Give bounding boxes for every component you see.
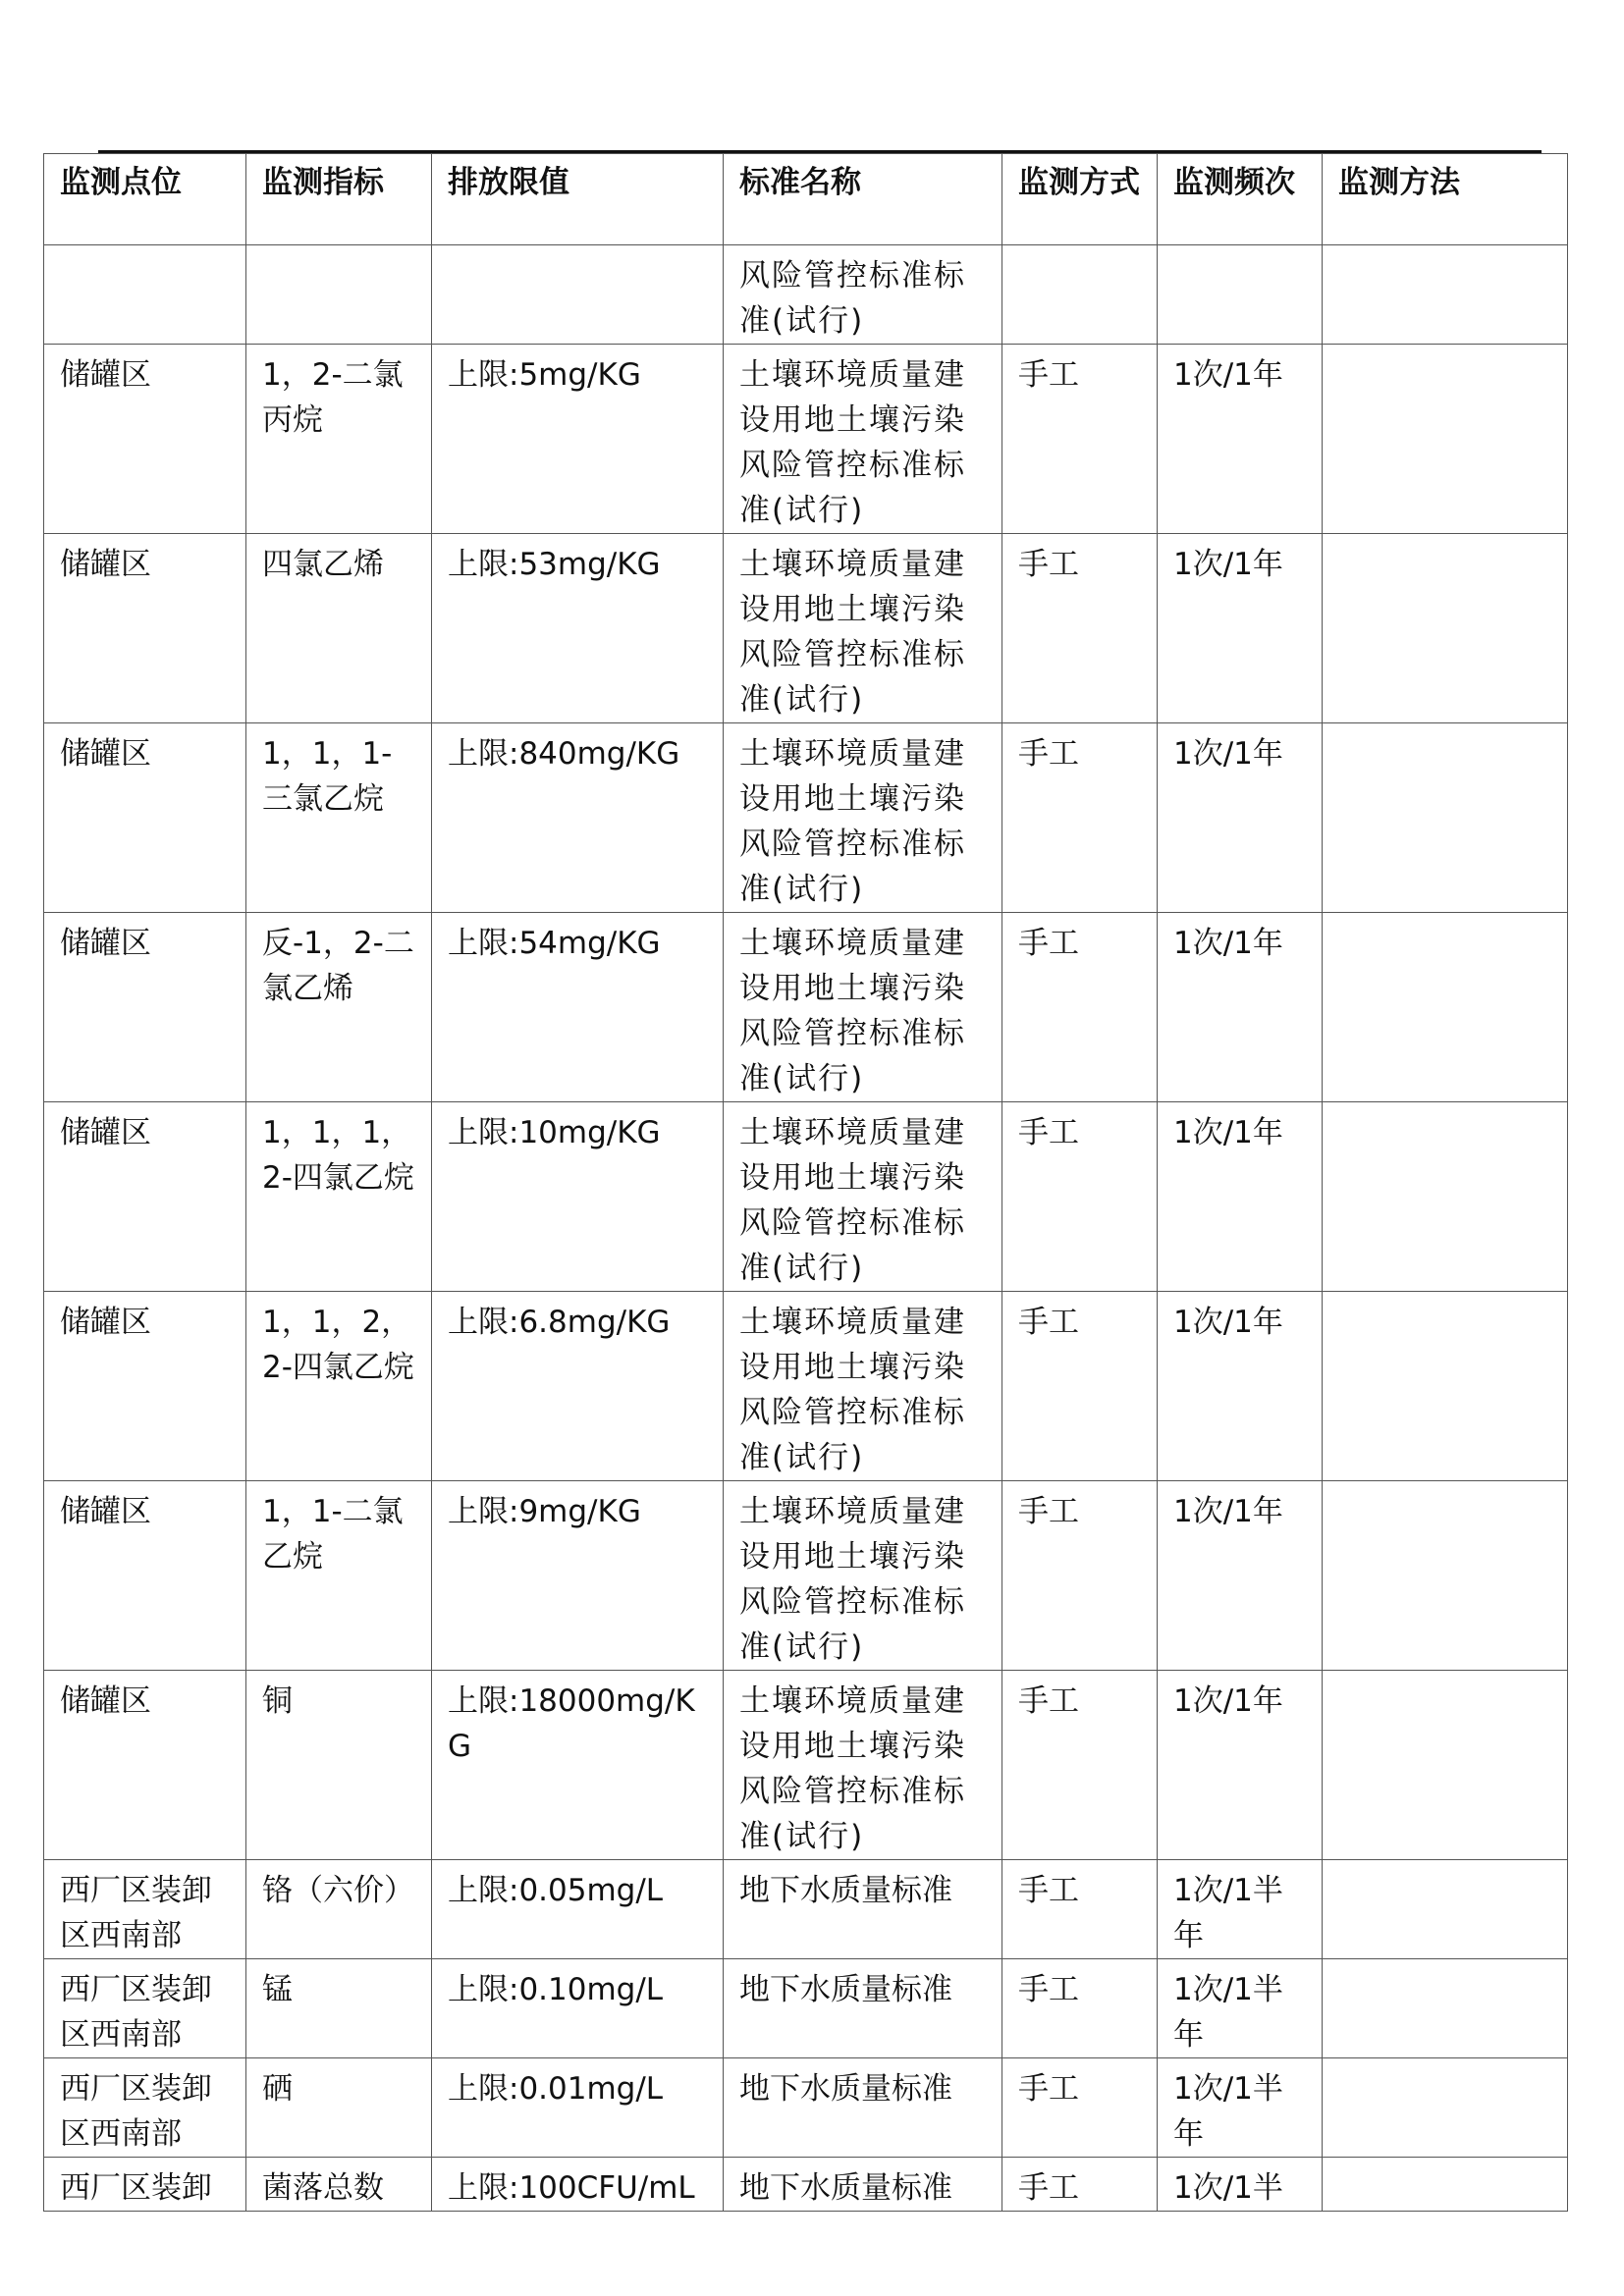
cell-limit: 上限:10mg/KG <box>432 1102 724 1292</box>
cell-site: 西厂区装卸 <box>44 2158 246 2212</box>
cell-indicator: 硒 <box>246 2058 432 2158</box>
table-header-row <box>44 154 1568 245</box>
cell-standard: 土壤环境质量建设用地土壤污染风险管控标准标准(试行) <box>724 723 1002 913</box>
cell-method <box>1323 345 1568 534</box>
cell-standard: 土壤环境质量建设用地土壤污染风险管控标准标准(试行) <box>724 534 1002 723</box>
cell-standard: 土壤环境质量建设用地土壤污染风险管控标准标准(试行) <box>724 1292 1002 1481</box>
cell-site: 西厂区装卸区西南部 <box>44 1959 246 2058</box>
cell-site: 储罐区 <box>44 723 246 913</box>
table-row <box>44 2158 1568 2212</box>
cell-frequency: 1次/1年 <box>1158 1481 1323 1671</box>
cell-indicator <box>246 245 432 345</box>
cell-site: 西厂区装卸区西南部 <box>44 1860 246 1959</box>
cell-site: 储罐区 <box>44 1102 246 1292</box>
cell-indicator: 铬（六价） <box>246 1860 432 1959</box>
cell-limit: 上限:18000mg/KG <box>432 1671 724 1860</box>
cell-indicator: 菌落总数 <box>246 2158 432 2212</box>
cell-frequency: 1次/1半年 <box>1158 2058 1323 2158</box>
header-mode: 监测方式 <box>1002 154 1158 245</box>
header-standard: 标准名称 <box>724 154 1002 245</box>
cell-mode: 手工 <box>1002 1671 1158 1860</box>
cell-mode: 手工 <box>1002 1102 1158 1292</box>
cell-standard: 地下水质量标准 <box>724 1860 1002 1959</box>
cell-indicator: 1，2-二氯丙烷 <box>246 345 432 534</box>
cell-mode: 手工 <box>1002 1481 1158 1671</box>
cell-standard: 地下水质量标准 <box>724 2158 1002 2212</box>
table-body <box>44 245 1568 2212</box>
table-row <box>44 345 1568 534</box>
cell-frequency: 1次/1年 <box>1158 534 1323 723</box>
cell-indicator: 1，1-二氯乙烷 <box>246 1481 432 1671</box>
cell-limit: 上限:100CFU/mL <box>432 2158 724 2212</box>
cell-site: 储罐区 <box>44 534 246 723</box>
cell-frequency: 1次/1年 <box>1158 345 1323 534</box>
cell-method <box>1323 245 1568 345</box>
cell-mode: 手工 <box>1002 1292 1158 1481</box>
cell-limit: 上限:54mg/KG <box>432 913 724 1102</box>
cell-method <box>1323 534 1568 723</box>
header-indicator: 监测指标 <box>246 154 432 245</box>
cell-limit: 上限:0.10mg/L <box>432 1959 724 2058</box>
table-row <box>44 534 1568 723</box>
cell-mode: 手工 <box>1002 2058 1158 2158</box>
table-row <box>44 1481 1568 1671</box>
table-row <box>44 2058 1568 2158</box>
header-method: 监测方法 <box>1323 154 1568 245</box>
cell-mode: 手工 <box>1002 913 1158 1102</box>
table-row <box>44 1102 1568 1292</box>
cell-standard: 地下水质量标准 <box>724 1959 1002 2058</box>
cell-limit: 上限:0.01mg/L <box>432 2058 724 2158</box>
table-row <box>44 723 1568 913</box>
cell-method <box>1323 1481 1568 1671</box>
table-row <box>44 913 1568 1102</box>
cell-limit: 上限:840mg/KG <box>432 723 724 913</box>
cell-frequency: 1次/1年 <box>1158 1102 1323 1292</box>
cell-standard: 土壤环境质量建设用地土壤污染风险管控标准标准(试行) <box>724 1671 1002 1860</box>
cell-site <box>44 245 246 345</box>
cell-method <box>1323 1102 1568 1292</box>
cell-indicator: 锰 <box>246 1959 432 2058</box>
cell-frequency: 1次/1半 <box>1158 2158 1323 2212</box>
cell-standard: 土壤环境质量建设用地土壤污染风险管控标准标准(试行) <box>724 913 1002 1102</box>
cell-site: 储罐区 <box>44 345 246 534</box>
cell-mode: 手工 <box>1002 723 1158 913</box>
cell-standard: 地下水质量标准 <box>724 2058 1002 2158</box>
cell-method <box>1323 1959 1568 2058</box>
cell-standard: 土壤环境质量建设用地土壤污染风险管控标准标准(试行) <box>724 1481 1002 1671</box>
header-frequency: 监测频次 <box>1158 154 1323 245</box>
cell-site: 储罐区 <box>44 913 246 1102</box>
cell-limit: 上限:6.8mg/KG <box>432 1292 724 1481</box>
cell-indicator: 四氯乙烯 <box>246 534 432 723</box>
table-row <box>44 1671 1568 1860</box>
cell-limit: 上限:5mg/KG <box>432 345 724 534</box>
cell-indicator: 1，1，1-三氯乙烷 <box>246 723 432 913</box>
cell-indicator: 反-1，2-二氯乙烯 <box>246 913 432 1102</box>
cell-method <box>1323 913 1568 1102</box>
cell-frequency: 1次/1年 <box>1158 1671 1323 1860</box>
cell-method <box>1323 2158 1568 2212</box>
cell-method <box>1323 1860 1568 1959</box>
cell-method <box>1323 1671 1568 1860</box>
cell-mode: 手工 <box>1002 1959 1158 2058</box>
header-limit: 排放限值 <box>432 154 724 245</box>
cell-indicator: 铜 <box>246 1671 432 1860</box>
table-row <box>44 1959 1568 2058</box>
cell-indicator: 1，1，2，2-四氯乙烷 <box>246 1292 432 1481</box>
cell-frequency <box>1158 245 1323 345</box>
cell-limit: 上限:53mg/KG <box>432 534 724 723</box>
cell-mode: 手工 <box>1002 534 1158 723</box>
cell-standard: 土壤环境质量建设用地土壤污染风险管控标准标准(试行) <box>724 1102 1002 1292</box>
cell-frequency: 1次/1半年 <box>1158 1959 1323 2058</box>
table-row <box>44 1860 1568 1959</box>
header-site: 监测点位 <box>44 154 246 245</box>
cell-mode: 手工 <box>1002 345 1158 534</box>
cell-method <box>1323 1292 1568 1481</box>
cell-frequency: 1次/1半年 <box>1158 1860 1323 1959</box>
cell-site: 储罐区 <box>44 1481 246 1671</box>
cell-method <box>1323 723 1568 913</box>
monitoring-table <box>43 153 1568 2212</box>
cell-mode <box>1002 245 1158 345</box>
cell-limit <box>432 245 724 345</box>
cell-indicator: 1，1，1，2-四氯乙烷 <box>246 1102 432 1292</box>
cell-site: 西厂区装卸区西南部 <box>44 2058 246 2158</box>
cell-mode: 手工 <box>1002 2158 1158 2212</box>
cell-method <box>1323 2058 1568 2158</box>
cell-standard: 风险管控标准标准(试行) <box>724 245 1002 345</box>
cell-mode: 手工 <box>1002 1860 1158 1959</box>
table-row <box>44 1292 1568 1481</box>
cell-frequency: 1次/1年 <box>1158 723 1323 913</box>
cell-frequency: 1次/1年 <box>1158 1292 1323 1481</box>
cell-frequency: 1次/1年 <box>1158 913 1323 1102</box>
cell-site: 储罐区 <box>44 1671 246 1860</box>
cell-limit: 上限:9mg/KG <box>432 1481 724 1671</box>
cell-standard: 土壤环境质量建设用地土壤污染风险管控标准标准(试行) <box>724 345 1002 534</box>
cell-site: 储罐区 <box>44 1292 246 1481</box>
cell-limit: 上限:0.05mg/L <box>432 1860 724 1959</box>
table-row <box>44 245 1568 345</box>
